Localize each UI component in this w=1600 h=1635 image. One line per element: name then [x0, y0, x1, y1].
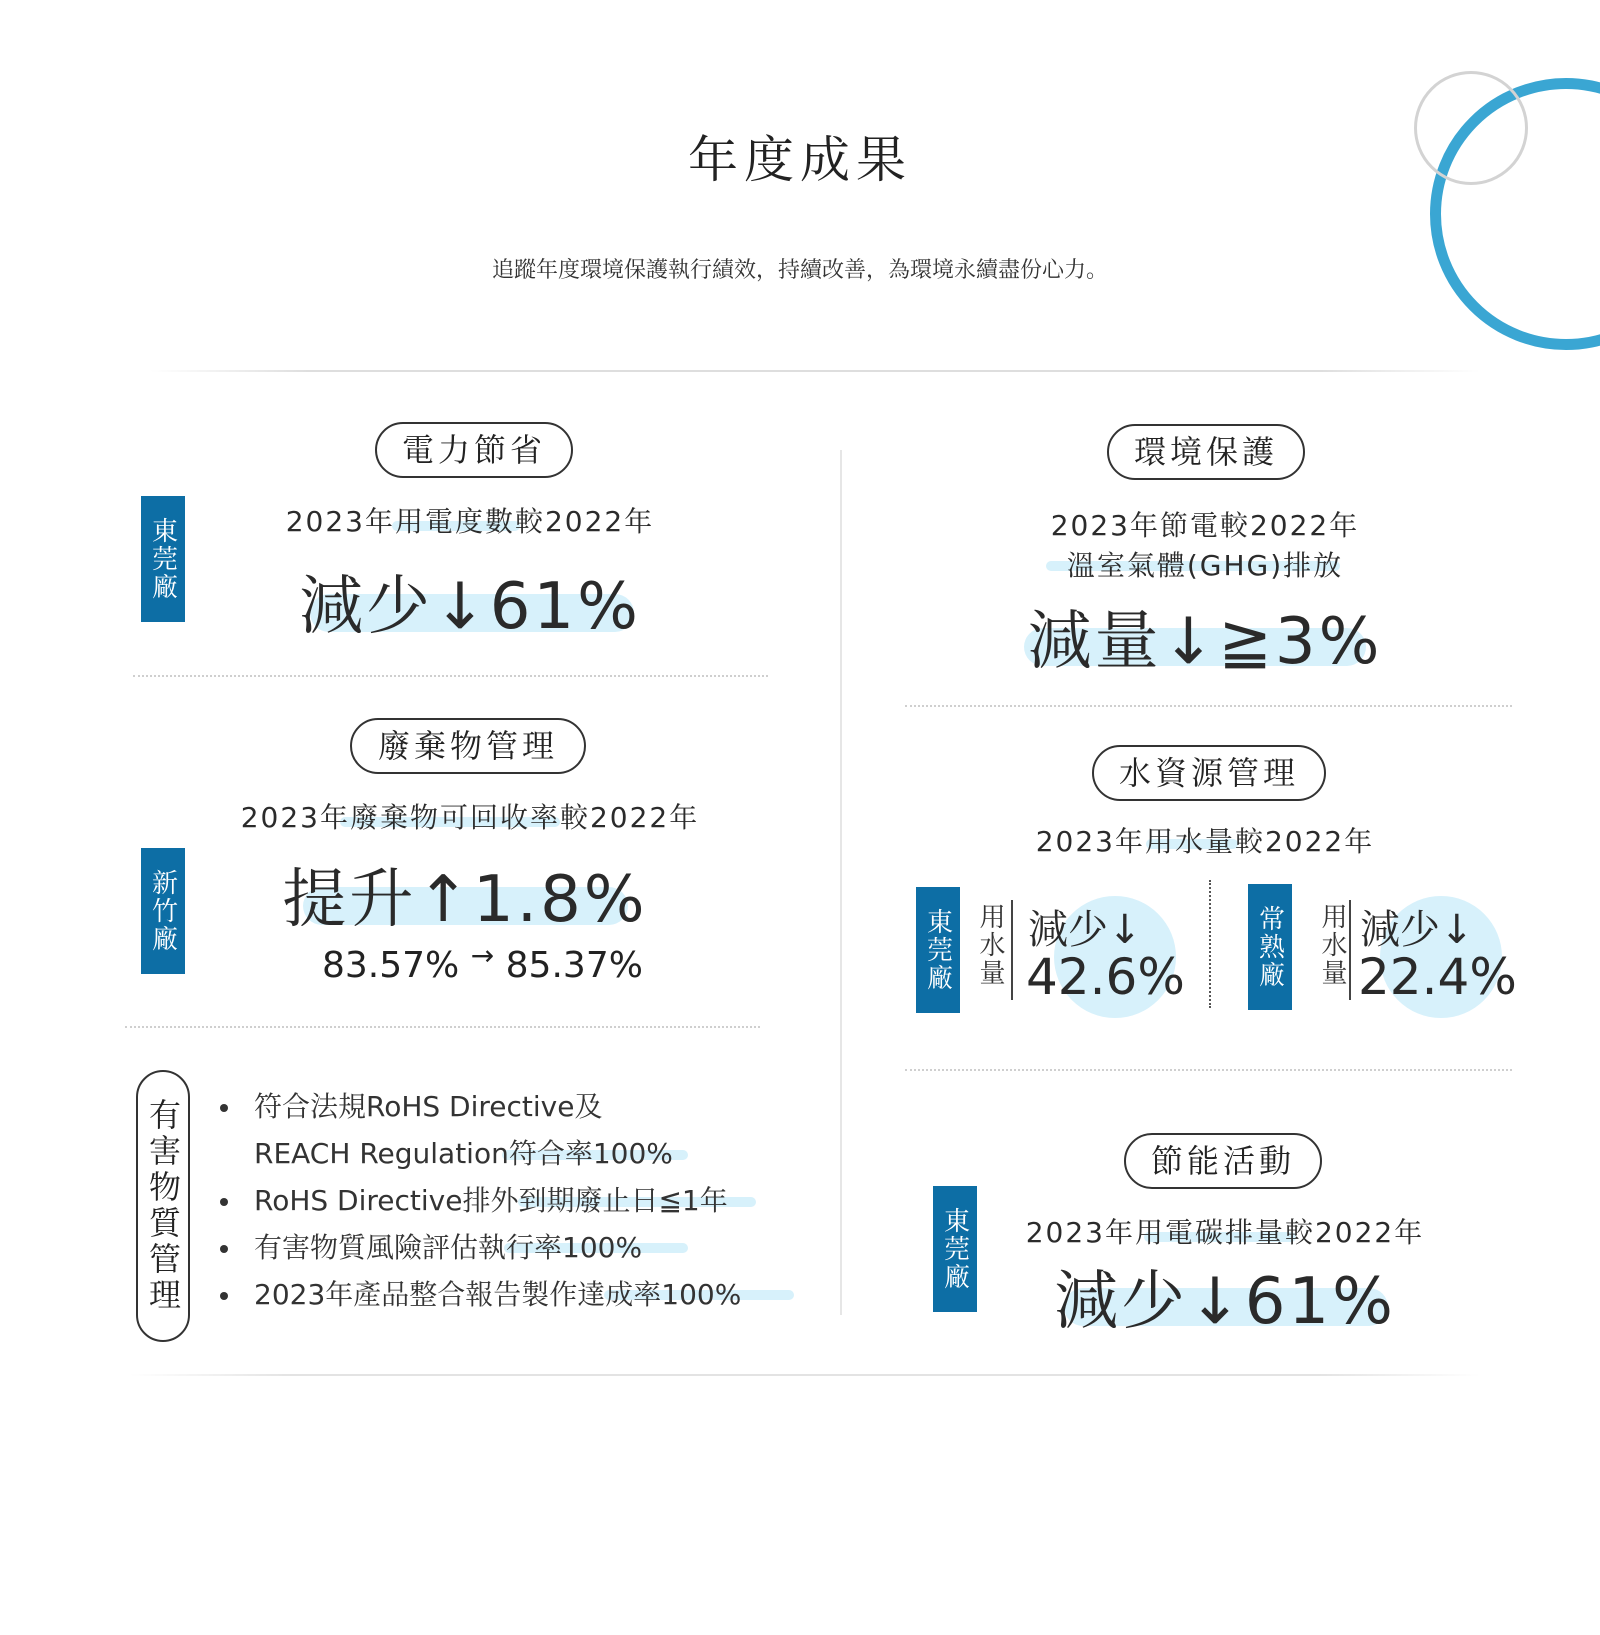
bullet-icon — [220, 1292, 228, 1300]
power-saving-pill: 電力節省 — [375, 422, 573, 478]
waste-pill: 廢棄物管理 — [350, 718, 586, 774]
arrow-down-icon: ↓ — [1108, 907, 1142, 953]
energy-pill: 節能活動 — [1124, 1133, 1322, 1189]
env-result — [990, 590, 1420, 682]
arrow-up-icon: ↑ — [416, 863, 474, 937]
plant-tag-dongguan: 東莞廠 — [933, 1186, 977, 1312]
energy-desc: 2023年用電碳排量較2022年 — [1025, 1216, 1425, 1249]
dotted-separator — [133, 675, 768, 677]
water-result-2-value: 22.4% — [1358, 948, 1517, 1006]
arrow-down-icon: ↓ — [433, 570, 490, 644]
dotted-separator — [905, 1069, 1512, 1071]
waste-result-label: 提升 — [282, 863, 417, 937]
waste-rate-change — [322, 939, 643, 986]
water-pill: 水資源管理 — [1092, 745, 1326, 801]
waste-result — [230, 848, 700, 940]
waste-result-value: 1.8% — [473, 863, 648, 937]
env-result-value: ≧3% — [1218, 605, 1383, 679]
water-desc: 2023年用水量較2022年 — [1035, 825, 1375, 858]
rate-to: 85.37% — [505, 945, 643, 986]
vertical-bar — [1011, 900, 1013, 1000]
energy-result-value: 61% — [1244, 1265, 1396, 1339]
dotted-separator — [905, 705, 1512, 707]
arrow-right-icon: → — [470, 939, 495, 972]
energy-result-label: 減少 — [1054, 1265, 1189, 1339]
bullet-icon — [220, 1245, 228, 1253]
vertical-bar — [1349, 900, 1351, 1000]
arrow-down-icon: ↓ — [1440, 907, 1474, 953]
env-result-label: 減量 — [1027, 605, 1162, 679]
page-subtitle: 追蹤年度環境保護執行績效，持續改善，為環境永續盡份心力。 — [491, 258, 1108, 283]
list-item: 有害物質風險評估執行率100% — [220, 1224, 741, 1271]
rate-from: 83.57% — [322, 945, 460, 986]
hazard-list — [220, 1083, 741, 1318]
bottom-divider — [130, 1374, 1480, 1376]
water-metric-label: 用水量 — [975, 903, 1005, 987]
list-item: 2023年產品整合報告製作達成率100% — [220, 1271, 741, 1318]
dotted-separator — [125, 1026, 760, 1028]
plant-tag-changshu: 常熟廠 — [1248, 884, 1292, 1010]
hazard-tag: 有害物質管理 — [136, 1070, 190, 1342]
center-divider — [840, 450, 842, 1315]
power-result — [240, 555, 700, 647]
page-title: 年度成果 — [688, 131, 912, 189]
list-item: 符合法規RoHS Directive及 — [220, 1083, 741, 1130]
dotted-divider — [1209, 880, 1211, 1008]
water-result-1-label: 減少↓ — [1028, 907, 1142, 953]
top-divider — [150, 370, 1480, 372]
waste-desc: 2023年廢棄物可回收率較2022年 — [240, 801, 700, 834]
plant-tag-dongguan: 東莞廠 — [916, 887, 960, 1013]
list-item: REACH Regulation符合率100% — [254, 1137, 673, 1170]
bullet-icon — [220, 1198, 228, 1206]
arrow-down-icon: ↓ — [1161, 605, 1219, 679]
power-result-label: 減少 — [299, 570, 434, 644]
env-desc-line1: 2023年節電較2022年 — [1050, 509, 1360, 542]
env-desc-line2: 溫室氣體(GHG)排放 — [1066, 549, 1344, 582]
arrow-down-icon: ↓ — [1188, 1265, 1245, 1339]
env-pill: 環境保護 — [1107, 424, 1305, 480]
plant-tag-dongguan: 東莞廠 — [141, 496, 185, 622]
bullet-icon — [220, 1104, 228, 1112]
power-result-value: 61% — [489, 570, 641, 644]
power-desc: 2023年用電度數較2022年 — [285, 505, 655, 538]
water-result-1-value: 42.6% — [1026, 948, 1185, 1006]
energy-result — [1010, 1250, 1440, 1342]
plant-tag-hsinchu: 新竹廠 — [141, 848, 185, 974]
water-metric-label: 用水量 — [1317, 903, 1347, 987]
list-item: RoHS Directive排外到期廢止日≦1年 — [220, 1177, 741, 1224]
water-result-2-label: 減少↓ — [1360, 907, 1474, 953]
